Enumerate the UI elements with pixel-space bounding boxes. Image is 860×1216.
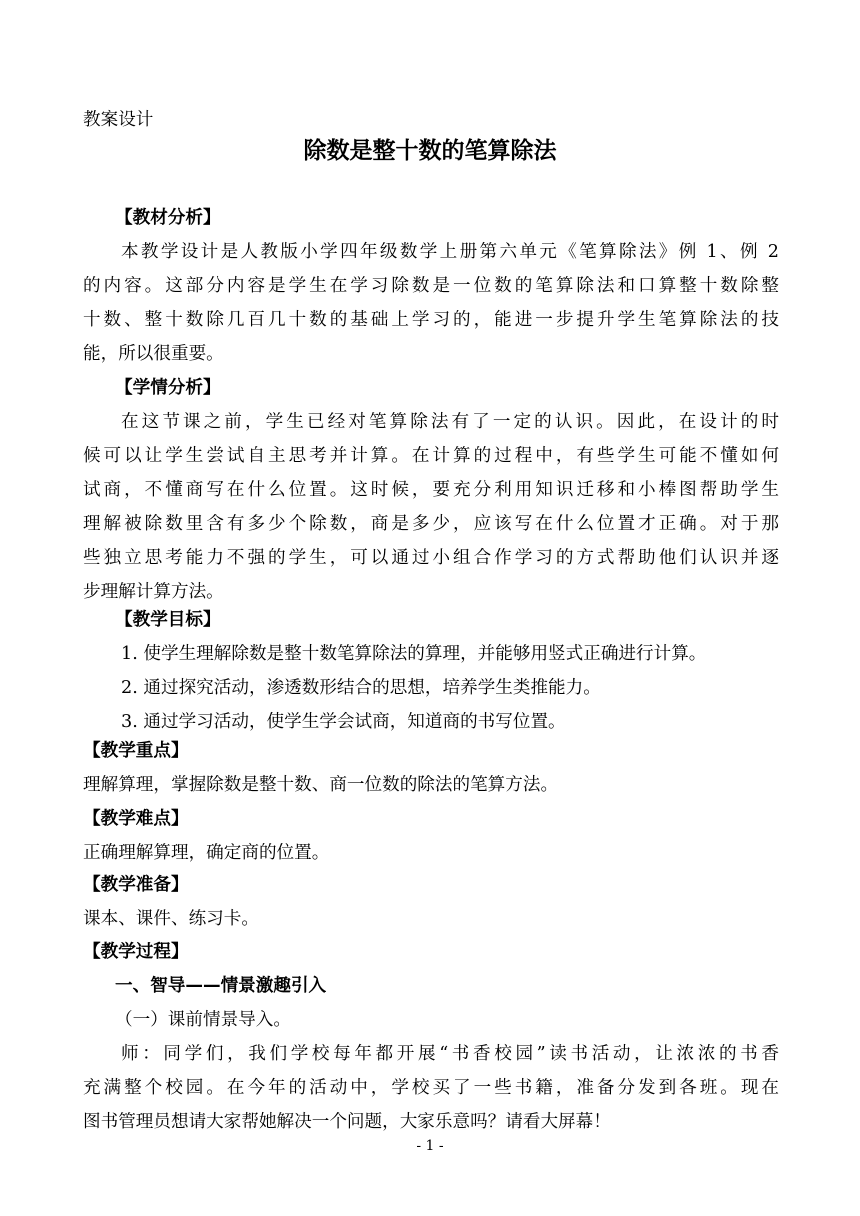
paragraph-line: 能，所以很重要。 [83,344,224,364]
section-heading-difficulty: 【教学难点】 [83,809,189,829]
goal-item: 3. 通过学习活动，使学生学会试商，知道商的书写位置。 [121,712,566,732]
paragraph-line: 十数、整十数除几百几十数的基础上学习的，能进一步提升学生笔算除法的技 [83,310,779,330]
goal-item: 1. 使学生理解除数是整十数笔算除法的算理，并能够用竖式正确进行计算。 [121,644,707,664]
paragraph-line: 师：同学们，我们学校每年都开展“书香校园”读书活动，让浓浓的书香 [121,1044,779,1064]
paragraph-line: 试商，不懂商写在什么位置。这时候，要充分利用知识迁移和小棒图帮助学生 [83,480,779,500]
section-heading-prep: 【教学准备】 [83,875,189,895]
goal-item: 2. 通过探究活动，渗透数形结合的思想，培养学生类推能力。 [121,678,601,698]
paragraph-line: 本教学设计是人教版小学四年级数学上册第六单元《笔算除法》例 1、例 2 [121,242,779,262]
difficulty-text: 正确理解算理，确定商的位置。 [83,843,330,863]
paragraph-line: 在这节课之前，学生已经对笔算除法有了一定的认识。因此，在设计的时 [121,412,779,432]
doc-label: 教案设计 [83,110,154,130]
paragraph-line: 图书管理员想请大家帮她解决一个问题，大家乐意吗？请看大屏幕！ [83,1112,611,1132]
section-heading-focus: 【教学重点】 [83,741,189,761]
section-heading-goals: 【教学目标】 [115,610,221,630]
paragraph-line: 充满整个校园。在今年的活动中，学校买了一些书籍，准备分发到各班。现在 [83,1078,779,1098]
page-number: - 1 - [416,1138,444,1154]
paragraph-line: 步理解计算方法。 [83,582,224,602]
focus-text: 理解算理，掌握除数是整十数、商一位数的除法的笔算方法。 [83,775,559,795]
page-title: 除数是整十数的笔算除法 [303,138,557,164]
section-heading-material: 【教材分析】 [115,208,221,228]
paragraph-line: 些独立思考能力不强的学生，可以通过小组合作学习的方式帮助他们认识并逐 [83,548,779,568]
prep-text: 课本、课件、练习卡。 [83,909,259,929]
process-subheading: （一）课前情景导入。 [115,1010,291,1030]
paragraph-line: 的内容。这部分内容是学生在学习除数是一位数的笔算除法和口算整十数除整 [83,276,779,296]
paragraph-line: 候可以让学生尝试自主思考并计算。在计算的过程中，有些学生可能不懂如何 [83,446,779,466]
paragraph-line: 理解被除数里含有多少个除数，商是多少，应该写在什么位置才正确。对于那 [83,514,779,534]
section-heading-process: 【教学过程】 [83,942,189,962]
section-heading-students: 【学情分析】 [115,378,221,398]
process-part-heading: 一、智导——情景激趣引入 [115,976,327,996]
